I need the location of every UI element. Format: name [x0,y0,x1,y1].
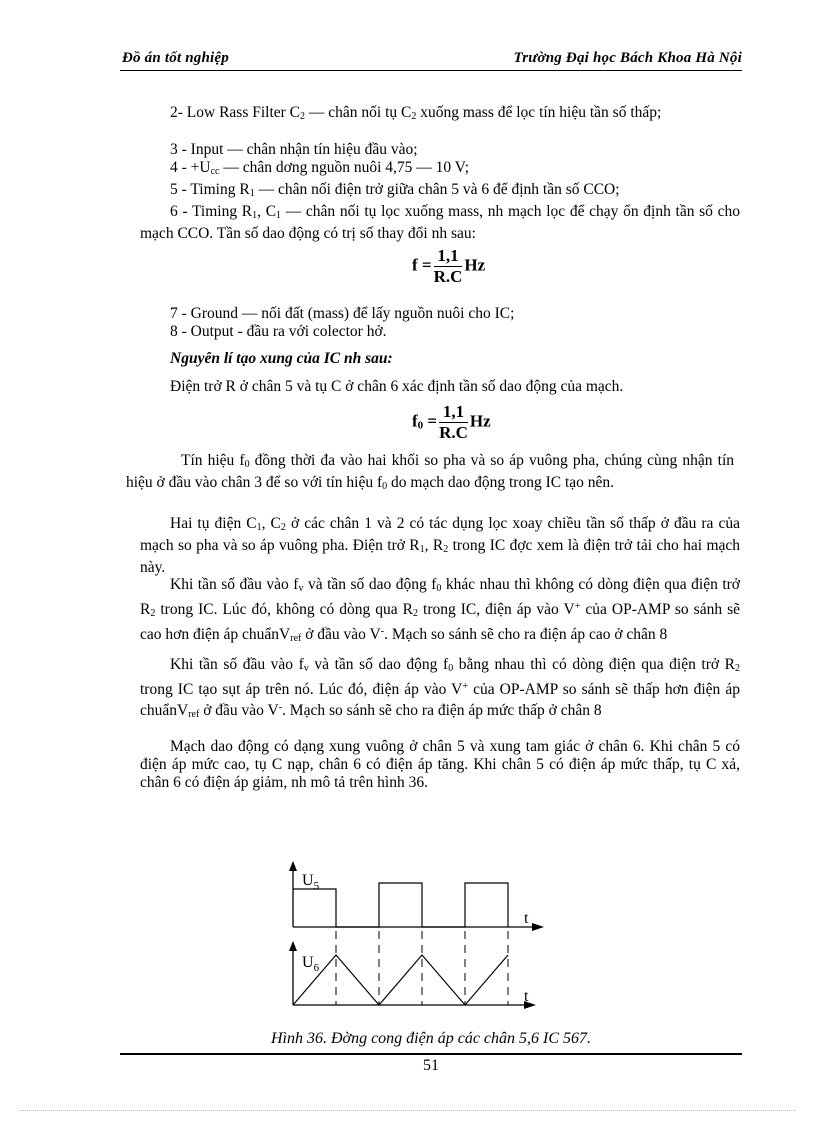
para-pin7: 7 - Ground — nối đất (mass) để lấy nguồn nuôi cho IC; [170,305,515,322]
para-pin3: 3 - Input — chân nhận tín hiệu đầu vào; [170,141,418,158]
header-right: Trường Đại học Bách Khoa Hà Nội [513,50,742,66]
t2-label: t [524,988,529,1005]
u5-t-arrow [532,923,544,931]
pin-list [140,141,740,203]
section-heading: Nguyên lí tạo xung của IC nh sau: [170,350,393,367]
page-edge-dots [20,1110,796,1111]
para-oscillator: Mạch dao động có dạng xung vuông ở chân 5 và xung tam giác ở chân 6. Khi chân 5 có điện áp mức cao, tụ C nạp, chân 6 có điện áp tăng. Khi chân 5 có điện áp mức thấp, tụ C xả, chân 6 có điện áp giảm, nh mô tả trên hình 36. [140,738,740,791]
figure-caption: Hình 36. Đờng cong điện áp các chân 5,6 IC 567. [270,1030,592,1047]
header-left: Đồ án tốt nghiệp [122,50,229,66]
triangle-wave [293,955,508,1005]
para-pin6: 6 - Timing $R_1$, $C_1$ — chân nối tụ lọc xuống mass, nh mạch lọc để chạy ổn định tần số cho mạch CCO. Tần số dao động có trị số thay đổi nh sau: [140,203,741,242]
t1-label: t [524,910,529,927]
header-rule [120,70,742,71]
para-pin5: 5 - Timing $R_1$ — chân nối điện trở giữa chân 5 và 6 để định tần số CCO; [170,181,620,199]
formula-f: f = $\frac{1,1}{R.C}$ Hz [412,246,486,286]
waveform-figure [280,855,560,1015]
pin-list-2 [140,305,740,341]
para-pin4: $4 - +U_{cc}$ — chân dơng nguồn nuôi 4,75 — 10 V; [170,159,470,177]
u6-label: $U_6$ [302,954,320,974]
para-signal: Tín hiệu $f_0$ đồng thời đa vào hai khối so pha và so áp vuông pha, chúng cùng nhận tín hiệu ở đầu vào chân 3 để so với tín hiệu $f_0$ do mạch dao động trong IC tạo nên. [126,452,734,492]
u5-y-arrow [289,861,297,871]
para-freq-differ: Khi tần số đầu vào $f_v$ và tần số dao động $f_0$ khác nhau thì không có dòng điện qua điện trở $R_2$ trong IC. Lúc đó, không có dòng qua $R_2$ trong IC, điện áp vào V+ của OP-AMP so sánh sẽ cao hơn điện áp chuẩnV$_{ref}$ ở đầu vào V-. Mạch so sánh sẽ cho ra điện áp cao ở chân 8 [140,576,740,644]
footer-rule [120,1053,742,1055]
formula-f0: f0 = $\frac{1,1}{R.C}$ Hz [412,402,491,442]
para-capacitors: Hai tụ điện $C_1$, $C_2$ ở các chân 1 và 2 có tác dụng lọc xoay chiều tần số thấp ở đầu ra của mạch so pha và so áp vuông pha. Điện trở $R_1$, $R_2$ trong IC đợc xem là điện trở tải cho hai mạch này. [140,515,741,576]
square-wave [293,883,508,927]
u6-y-arrow [289,941,297,951]
guide-lines [336,931,508,1005]
para-pin2: 2- Low Rass Filter $C_2$ — chân nối tụ $C_2$ xuống mass để lọc tín hiệu tần số thấp; [170,104,662,122]
page-number: 51 [423,1057,439,1074]
para-freq-equal: Khi tần số đầu vào $f_v$ và tần số dao động $f_0$ bằng nhau thì có dòng điện qua điện trở $R_2$ trong IC tạo sụt áp trên nó. Lúc đó, điện áp vào V+ của OP-AMP so sánh sẽ thấp hơn điện áp chuẩnV$_{ref}$ ở đầu vào V-. Mạch so sánh sẽ cho ra điện áp mức thấp ở chân 8 [140,656,741,720]
para-pin8: 8 - Output - đầu ra với colector hở. [170,323,387,340]
u5-label: $U_5$ [302,872,320,892]
para-rc: Điện trở R ở chân 5 và tụ C ở chân 6 xác định tần số dao động của mạch. [170,378,624,395]
